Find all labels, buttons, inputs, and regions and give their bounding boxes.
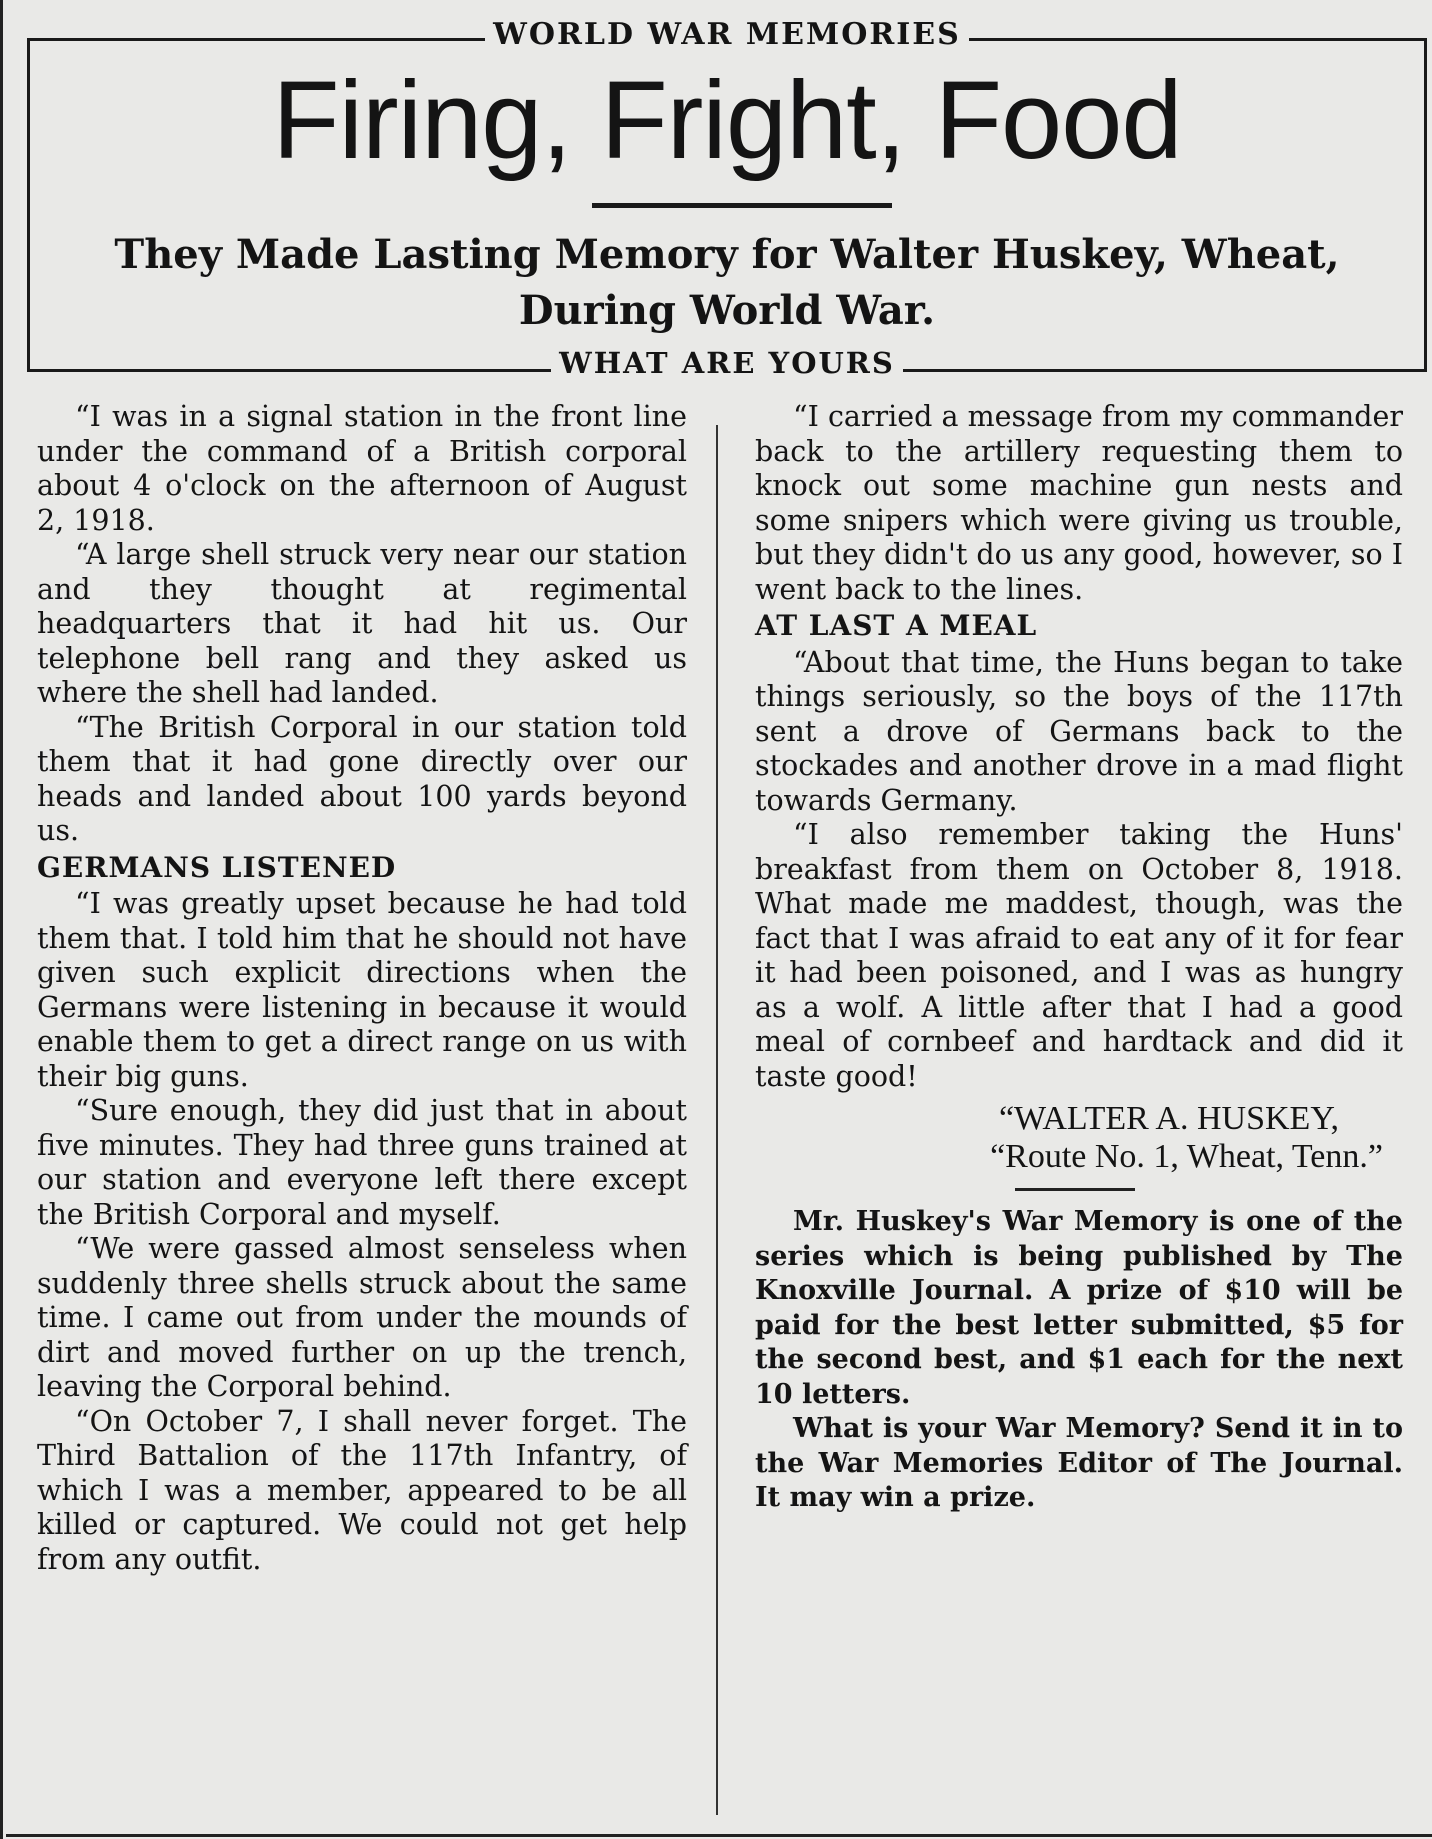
deck xyxy=(30,227,1424,339)
paragraph: “I also remember taking the Huns' breakfast from them on October 8, 1918. What made me maddest, though, was the fact that I was afraid to eat any of it for fear it had been poisoned, and I was as hungry as a wolf. A little after that I had a good meal of cornbeef and hardtack and did it taste good! xyxy=(755,818,1403,1093)
editor-note xyxy=(755,1205,1403,1516)
editor-note-paragraph: Mr. Huskey's War Memory is one of the series which is being published by The Knoxville Journal. A prize of $10 will be paid for the best letter submitted, $5 for the second best, and $1 each for the next 10 letters. xyxy=(755,1206,1403,1410)
bottom-rule xyxy=(6,1834,1432,1837)
paragraph: “Sure enough, they did just that in about five minutes. They had three guns trained at our station and everyone left there except the British Corporal and myself. xyxy=(37,1094,687,1231)
headline: Firing, Fright, Food xyxy=(272,59,1182,182)
signature xyxy=(755,1100,1403,1176)
paragraph: “On October 7, I shall never forget. The Third Battalion of the 117th Infantry, of which I was a member, appeared to be all killed or captured. We could not get help from any outfit. xyxy=(37,1404,687,1576)
deck-line-2: During World War. xyxy=(518,287,936,334)
subkicker xyxy=(30,346,1424,380)
signature-address: “Route No. 1, Wheat, Tenn.” xyxy=(990,1138,1383,1175)
kicker-text: WORLD WAR MEMORIES xyxy=(485,17,969,52)
paragraph: “We were gassed almost senseless when suddenly three shells struck about the same time. I came out from under the mounds of dirt and moved further on up the trench, leaving the Corporal behind. xyxy=(37,1232,687,1403)
deck-line-1: They Made Lasting Memory for Walter Huskey, Wheat, xyxy=(114,231,1340,278)
paragraph: “The British Corporal in our station told them that it had gone directly over our heads and landed about 100 yards beyond us. xyxy=(37,710,687,847)
paragraph: “I was in a signal station in the front line under the command of a British corporal about 4 o'clock on the afternoon of August 2, 1918. xyxy=(37,400,687,537)
paragraph: “I was greatly upset because he had told them that. I told him that he should not have given such explicit directions when the Germans were listening in because it would enable them to get a direct range on us with their big guns. xyxy=(37,887,687,1093)
paragraph: “A large shell struck very near our station and they thought at regimental headquarters that it had hit us. Our telephone bell rang and they asked us where the shell had landed. xyxy=(37,538,687,709)
paragraph: “I carried a message from my commander back to the artillery requesting them to knock out some machine gun nests and some snipers which were giving us trouble, but they didn't do us any good, however, so I went back to the lines. xyxy=(755,400,1403,606)
signature-name: “WALTER A. HUSKEY, xyxy=(998,1100,1339,1137)
headline-box xyxy=(27,17,1427,380)
headline-rule xyxy=(592,203,892,208)
kicker xyxy=(30,17,1424,52)
paragraph: “About that time, the Huns began to take things seriously, so the boys of the 117th sent a drove of Germans back to the stockades and another drove in a mad flight towards Germany. xyxy=(755,645,1403,817)
section-heading: AT LAST A MEAL xyxy=(755,609,1038,642)
left-column xyxy=(37,400,687,1577)
editor-note-paragraph: What is your War Memory? Send it in to the War Memories Editor of The Journal. It may win a prize. xyxy=(755,1413,1403,1513)
section-heading: GERMANS LISTENED xyxy=(37,850,397,884)
subkicker-text: WHAT ARE YOURS xyxy=(551,346,903,380)
column-divider xyxy=(716,425,718,1815)
separator-dash xyxy=(1015,1188,1135,1191)
right-column xyxy=(755,400,1403,1516)
